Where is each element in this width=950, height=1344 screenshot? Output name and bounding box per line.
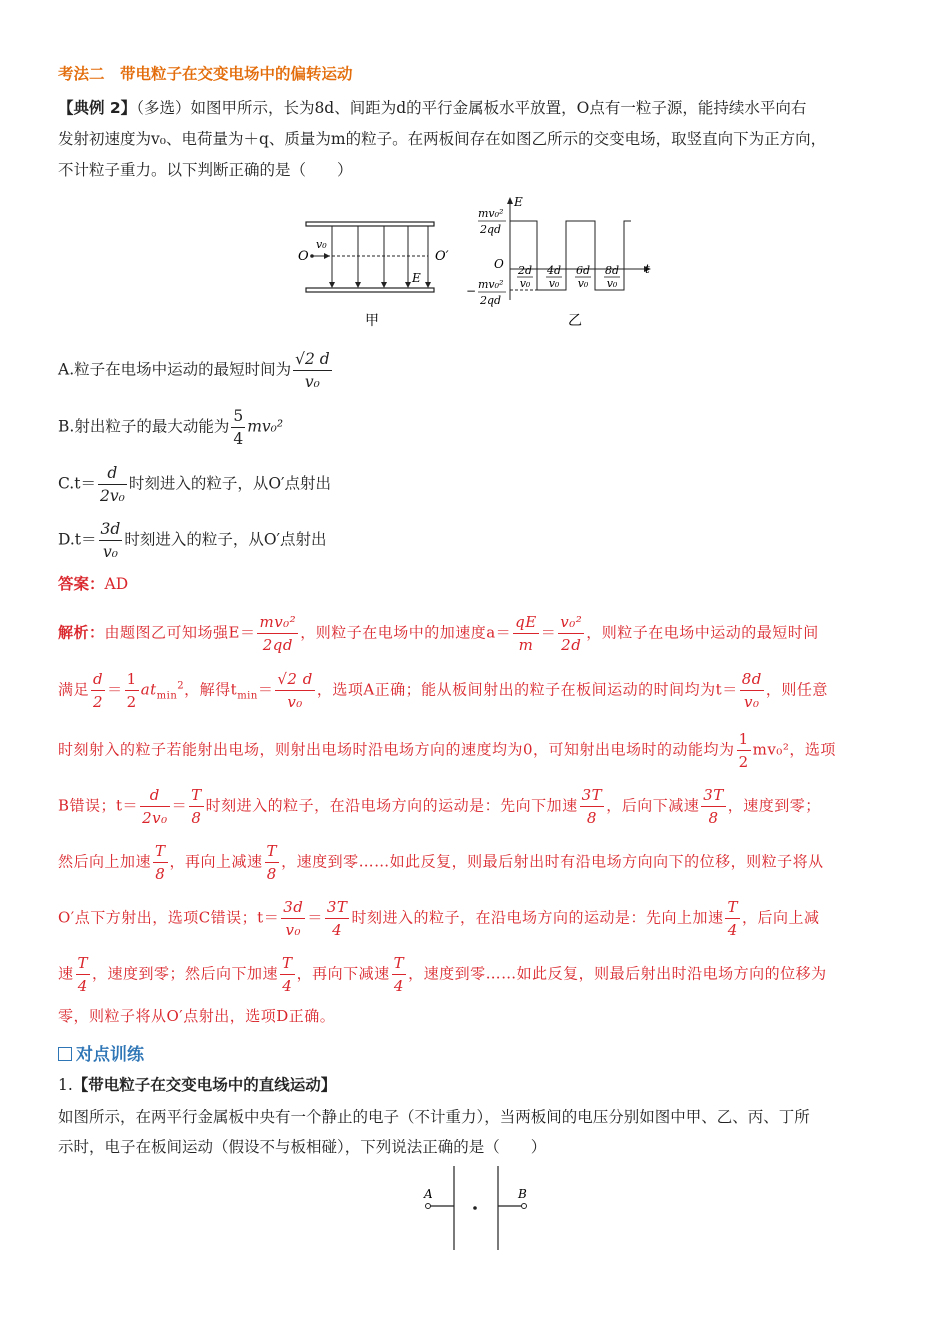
jia-left-o-label: O	[298, 249, 309, 264]
option-b: B.射出粒子的最大动能为 $\frac{5}{4}$ mv₀²	[58, 407, 284, 448]
yi-tick-den: v₀	[548, 277, 560, 290]
yi-axis-t: t	[645, 262, 650, 276]
figure-jia-label: 甲	[365, 313, 379, 329]
option-a: A.粒子在电场中运动的最短时间为 $\frac{√2 d}{\text{v₀}}$	[58, 350, 330, 391]
option-d: D.t＝ $\frac{3d}{\text{v₀}}$ 时刻进入的粒子，从O′点射出	[58, 520, 327, 561]
yi-bot-num: mv₀²	[478, 278, 504, 291]
analysis-line-1: 解析：由题图乙可知场强E＝ $\frac{\text{mv₀²}}{2qd}$ ，则粒子在电场中的加速度a＝ $\frac{qE}{m}$ ＝ $\frac{\text{v₀²}}{2d}$ ，则粒子在电场中运动的最短时间	[58, 613, 819, 654]
yi-tick-den: v₀	[577, 277, 589, 290]
option-c: C.t＝ $\frac{d}{\text{2v₀}}$ 时刻进入的粒子，从O′点射出	[58, 464, 332, 505]
yi-tick-num: 6d	[575, 264, 591, 277]
figure-yi	[462, 192, 662, 332]
training-title: 对点训练	[58, 1040, 144, 1065]
answer: 答案：AD	[58, 575, 129, 593]
yi-bot-sign: −	[466, 284, 477, 298]
plate-a-label: A	[424, 1187, 433, 1201]
yi-bot-den: 2qd	[480, 294, 502, 307]
q1-line-2: 示时，电子在板间运动（假设不与板相碰），下列说法正确的是（ ）	[58, 1138, 547, 1156]
analysis-line-6: O′点下方射出，选项C错误；t＝ $\frac{3d}{\text{v₀}}$ ＝ $\frac{3T}{4}$ 时刻进入的粒子，在沿电场方向的运动是：先向上加速 $\frac{T}{4}$ ，后向上减	[58, 898, 820, 939]
option-c-fraction: $\frac{d}{\text{2v₀}}$	[99, 464, 125, 505]
figure-jia	[290, 212, 460, 332]
yi-tick-den: v₀	[519, 277, 531, 290]
jia-v0-label: v₀	[316, 238, 327, 251]
analysis-line-8: 零，则粒子将从O′点射出，选项D正确。	[58, 1007, 336, 1025]
yi-top-num: mv₀²	[478, 207, 504, 220]
analysis-line-7: 速 $\frac{T}{4}$ ，速度到零；然后向下加速 $\frac{T}{4}$ ，再向下减速 $\frac{T}{4}$ ，速度到零……如此反复，则最后射出时沿电场方向的位移为	[58, 954, 827, 995]
yi-top-den: 2qd	[480, 223, 502, 236]
q1-heading: 1.【带电粒子在交变电场中的直线运动】	[58, 1076, 337, 1094]
checkbox-icon	[58, 1047, 72, 1061]
example-tag: 【典例 2】	[58, 99, 137, 117]
example-line-3: 不计粒子重力。以下判断正确的是（ ）	[58, 161, 353, 179]
plate-b-label: B	[518, 1187, 527, 1201]
figure-yi-label: 乙	[568, 313, 582, 329]
electron-dot	[473, 1206, 477, 1210]
example-line-2: 发射初速度为v₀、电荷量为＋q、质量为m的粒子。在两板间存在如图乙所示的交变电场，取竖直向下为正方向，	[58, 130, 827, 148]
yi-origin: O	[494, 257, 504, 271]
q1-figure	[418, 1162, 538, 1254]
jia-e-label: E	[412, 271, 421, 285]
yi-tick-num: 8d	[604, 264, 620, 277]
option-b-fraction: $\frac{5}{4}$	[233, 407, 244, 448]
analysis-line-3: 时刻射入的粒子若能射出电场，则射出电场时沿电场方向的速度均为0，可知射出电场时的动能均为 $\frac{1}{2}$ mv₀²，选项	[58, 730, 836, 771]
jia-right-o-label: O′	[435, 249, 449, 264]
yi-tick-num: 2d	[517, 264, 533, 277]
analysis-line-2: 满足 $\frac{d}{2}$ ＝ $\frac{1}{2}$ $at_{min}^2$，解得$t_{min}=$ $\frac{√2 d}{\text{v₀}}$ ，选项A正确；能从板间射出的粒子在板间运动的时间均为t＝ $\frac{8d}{\text{v₀}}$ ，则任意	[58, 670, 828, 711]
yi-tick-den: v₀	[606, 277, 618, 290]
yi-axis-e: E	[514, 195, 523, 209]
option-a-fraction: $\frac{√2 d}{\text{v₀}}$	[295, 350, 330, 391]
analysis-line-5: 然后向上加速 $\frac{T}{8}$ ，再向上减速 $\frac{T}{8}$ ，速度到零……如此反复，则最后射出时有沿电场方向向下的位移，则粒子将从	[58, 842, 824, 883]
q1-line-1: 如图所示，在两平行金属板中央有一个静止的电子（不计重力），当两板间的电压分别如图中甲、乙、丙、丁所	[58, 1108, 810, 1126]
example-line-1: 【典例 2】（多选）如图甲所示，长为8d、间距为d的平行金属板水平放置，O点有一粒子源，能持续水平向右	[58, 99, 807, 117]
analysis-line-4: B错误；t＝ $\frac{d}{\text{2v₀}}$ ＝ $\frac{T}{8}$ 时刻进入的粒子，在沿电场方向的运动是：先向下加速 $\frac{3T}{8}$ ，后向下减速 $\frac{3T}{8}$ ，速度到零；	[58, 786, 821, 827]
section-title: 考法二 带电粒子在交变电场中的偏转运动	[58, 65, 353, 83]
yi-tick-num: 4d	[546, 264, 562, 277]
option-d-fraction: $\frac{3d}{\text{v₀}}$	[100, 520, 121, 561]
